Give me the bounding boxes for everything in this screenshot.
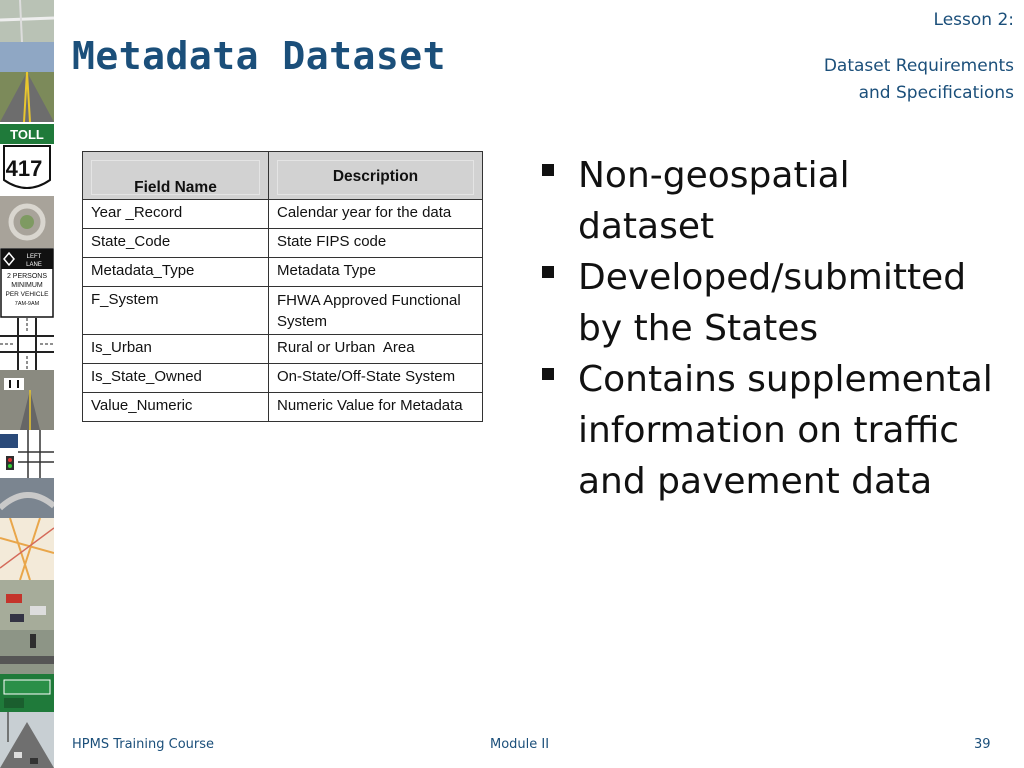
column-header-field-name: Field Name [83, 152, 269, 200]
toll-sign-text: TOLL [10, 127, 44, 142]
lesson-number: Lesson 2: [933, 10, 1014, 30]
description-cell: Calendar year for the data [269, 200, 483, 229]
footer-module: Module II [490, 737, 550, 752]
table-row [83, 335, 483, 364]
map-image [0, 518, 54, 580]
toll-route-sign-image [0, 122, 54, 196]
description-cell: Metadata Type [269, 258, 483, 287]
svg-text:MINIMUM: MINIMUM [11, 282, 43, 289]
page-number: 39 [974, 737, 991, 752]
decorative-image-strip [0, 0, 54, 768]
table-row [83, 229, 483, 258]
bullet-item: Developed/submitted by the States [540, 252, 1010, 354]
lesson-subtitle-line1: Dataset Requirements [823, 56, 1014, 76]
field-name-cell: F_System [83, 287, 269, 335]
table-header-row [83, 152, 483, 200]
description-cell: Numeric Value for Metadata [269, 393, 483, 422]
table-row [83, 200, 483, 229]
metadata-fields-table [82, 151, 483, 422]
svg-text:2 PERSONS: 2 PERSONS [6, 273, 48, 280]
route-number: 417 [5, 156, 43, 181]
field-name-cell: Metadata_Type [83, 258, 269, 287]
svg-text:LEFT: LEFT [26, 254, 42, 260]
highway-aerial-image [0, 0, 54, 42]
description-cell: On-State/Off-State System [269, 364, 483, 393]
bullet-item: Contains supplemental information on traffic and pavement data [540, 354, 1010, 507]
signal-intersection-image [0, 430, 54, 478]
square-bullet-icon [542, 266, 554, 278]
roundabout-aerial-image [0, 196, 54, 248]
field-name-cell: Is_State_Owned [83, 364, 269, 393]
traffic-cars-image [0, 580, 54, 630]
column-header-description: Description [269, 152, 483, 200]
field-name-cell: Year _Record [83, 200, 269, 229]
svg-text:PER VEHICLE: PER VEHICLE [5, 291, 49, 298]
description-cell: FHWA Approved Functional System [269, 287, 483, 335]
lesson-header [824, 8, 1014, 107]
bullet-list [540, 150, 1010, 507]
green-highway-sign-image [0, 674, 54, 712]
intersection-diagram-image [0, 318, 54, 370]
traffic-signal-road-image [0, 630, 54, 674]
interchange-image [0, 478, 54, 518]
square-bullet-icon [542, 164, 554, 176]
field-name-cell: Value_Numeric [83, 393, 269, 422]
bullet-item: Non-geospatial dataset [540, 150, 870, 252]
highway-traffic-image [0, 712, 54, 768]
lesson-subtitle-line2: and Specifications [858, 83, 1014, 103]
description-cell: Rural or Urban Area [269, 335, 483, 364]
road-lanes-image [0, 42, 54, 122]
table-row [83, 393, 483, 422]
svg-text:LANE: LANE [26, 262, 42, 268]
road-signs-image [0, 370, 54, 430]
slide-title: Metadata Dataset [72, 34, 447, 78]
table-row [83, 287, 483, 335]
svg-text:7AM-9AM: 7AM-9AM [14, 301, 40, 307]
hov-lane-sign-image [0, 248, 54, 318]
description-cell: State FIPS code [269, 229, 483, 258]
table-row [83, 258, 483, 287]
footer-course: HPMS Training Course [72, 737, 215, 752]
table-row [83, 364, 483, 393]
square-bullet-icon [542, 368, 554, 380]
field-name-cell: State_Code [83, 229, 269, 258]
field-name-cell: Is_Urban [83, 335, 269, 364]
